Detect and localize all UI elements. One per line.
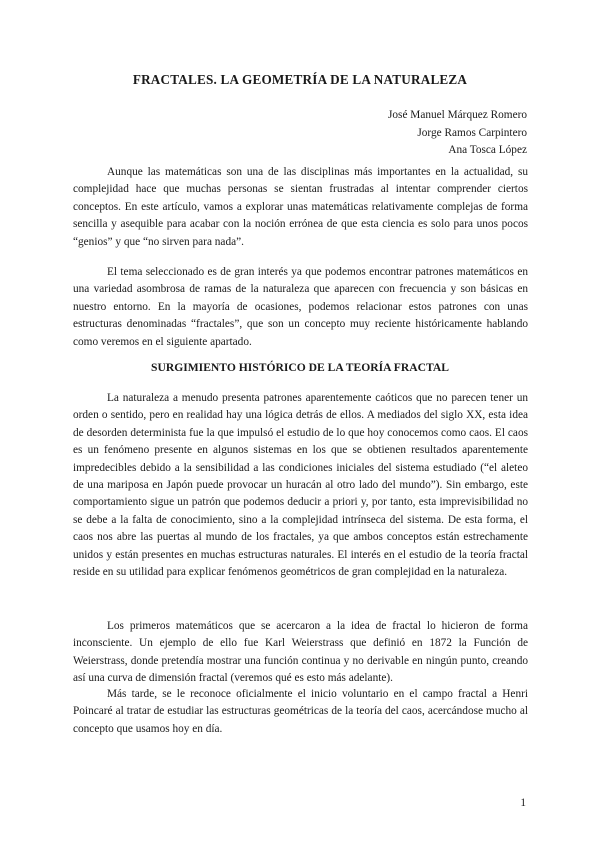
intro-paragraph-1: Aunque las matemáticas son una de las disciplinas más importantes en la actualidad, su complejidad hace que muchas personas se sientan frustradas al intentar comprender ciertos conceptos. En este artículo, vamos a explorar unas matemáticas relativamente complejas de forma sencilla y asequible para acabar con la noción errónea de que esta ciencia es solo para unos pocos “genios” y que “no sirven para nada”. xyxy=(73,166,528,248)
document-title: FRACTALES. LA GEOMETRÍA DE LA NATURALEZA xyxy=(132,72,468,87)
page-number: 1 xyxy=(520,797,526,809)
intro-paragraph-2: El tema seleccionado es de gran interés ya que podemos encontrar patrones matemáticos en una variedad asombrosa de ramas de la naturaleza que aparecen con frecuencia y son básicas en nuestro entorno. En la mayoría de ocasiones, podemos relacionar estos patrones con unas estructuras denominadas “fractales”, que son un concepto muy reciente históricamente hablando como veremos en el siguiente apartado. xyxy=(73,266,528,348)
author-name: Ana Tosca López xyxy=(448,144,527,156)
section-heading: SURGIMIENTO HISTÓRICO DE LA TEORÍA FRACTAL xyxy=(151,361,449,374)
body-paragraph-2: Los primeros matemáticos que se acercaron a la idea de fractal lo hicieron de forma inconsciente. Un ejemplo de ello fue Karl Weierstrass que definió en 1872 la Función de Weierstrass, donde pretendía mostrar una función continua y no derivable en ningún punto, creando así una curva de dimensión fractal (veremos qué es esto más adelante). xyxy=(73,620,528,685)
author-name: José Manuel Márquez Romero xyxy=(388,109,527,121)
author-name: Jorge Ramos Carpintero xyxy=(417,126,527,139)
body-paragraph-1: La naturaleza a menudo presenta patrones aparentemente caóticos que no parecen tener un orden o sentido, pero en realidad hay una lógica detrás de ellos. A mediados del siglo XX, esta idea de desorden determinista fue la que impulsó el estudio de lo que hoy conocemos como caos. El caos es un fenómeno presente en algunos sistemas en los que se obtienen resultados aparentemente impredecibles debido a la sensibilidad a las condiciones iniciales del sistema estudiado (“el aleteo de una mariposa en Japón puede provocar un huracán al otro lado del mundo”). Sin embargo, este comportamiento sigue un patrón que podemos deducir a priori y, por tanto, esta imprevisibilidad no se debe a la falta de conocimiento, sino a la complejidad intrínseca del sistema. De esta forma, el caos nos abre las puertas al mundo de los fractales, ya que ambos conceptos están estrechamente unidos y están presentes en muchas estructuras naturales. El interés en el estudio de la teoría fractal reside en su utilidad para explicar fenómenos geométricos de gran complejidad en la naturaleza. xyxy=(73,392,528,579)
author-list xyxy=(388,107,527,160)
body-paragraph-3: Más tarde, se le reconoce oficialmente el inicio voluntario en el campo fractal a Henri Poincaré al tratar de estudiar las estructuras geométricas de la teoría del caos, acercándose mucho al concepto que usamos hoy en día. xyxy=(73,688,528,735)
